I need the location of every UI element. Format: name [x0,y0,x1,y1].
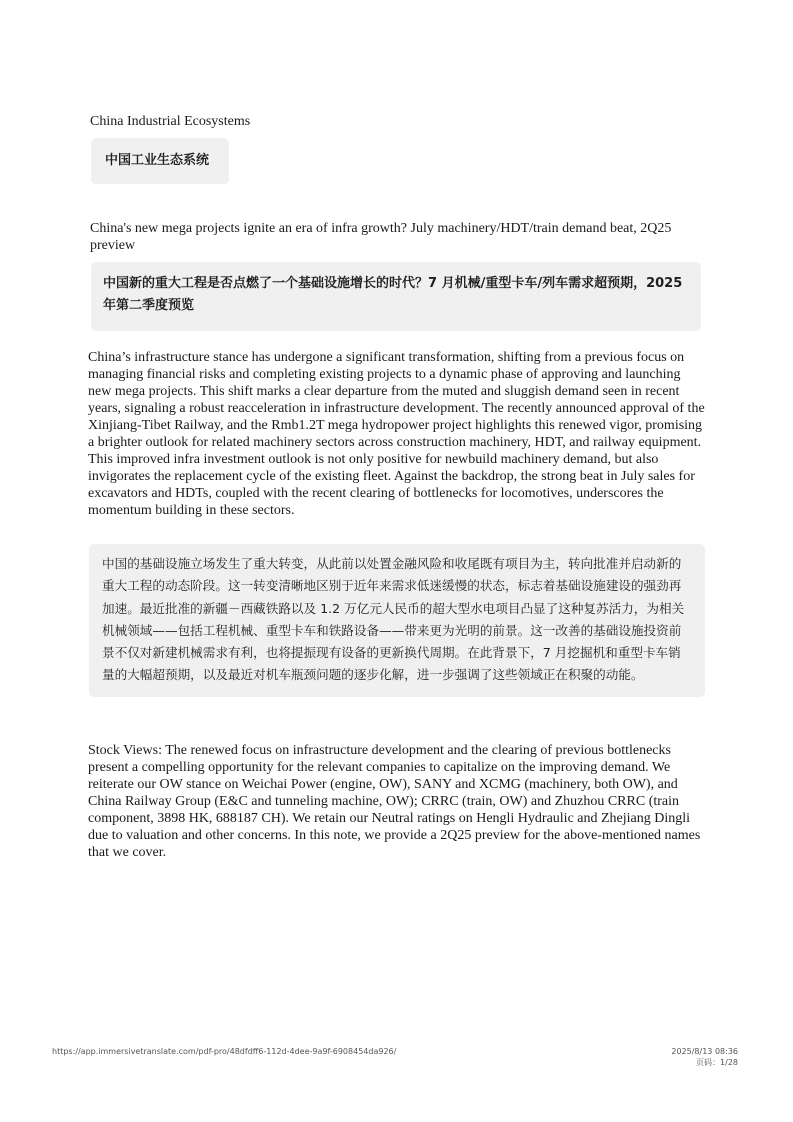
footer-meta [671,1046,738,1068]
paragraph-overview-zh [89,544,705,697]
footer-page-number: 页码：1/28 [696,1058,738,1067]
report-title-zh [91,262,701,331]
paragraph-overview-zh-text: 中国的基础设施立场发生了重大转变，从此前以处置金融风险和收尾既有项目为主，转向批准并启动新的重大工程的动态阶段。这一转变清晰地区别于近年来需求低迷缓慢的状态，标志着基础设施建设的强劲再加速。最近批准的新疆－西藏铁路以及 1.2 万亿元人民币的超大型水电项目凸显了这种复苏活力，为相关机械领域——包括工程机械、重型卡车和铁路设备——带来更为光明的前景。这一改善的基础设施投资前景不仅对新建机械需求有利，也将提振现有设备的更新换代周期。在此背景下，7 月挖掘机和重型卡车销量的大幅超预期，以及最近对机车瓶颈问题的逐步化解，进一步强调了这些领域正在积聚的动能。 [102,556,685,683]
section-heading-zh-text: 中国工业生态系统 [105,153,210,168]
report-title-zh-text: 中国新的重大工程是否点燃了一个基础设施增长的时代？7 月机械/重型卡车/列车需求超预期，2025 年第二季度预览 [103,276,683,313]
footer-datetime: 2025/8/13 08:36 [671,1047,738,1056]
paragraph-overview-en: China’s infrastructure stance has undergone a significant transformation, shifting from a previous focus on managing financial risks and completing existing projects to a dynamic phase of approving and launching new mega projects. This shift marks a clear departure from the muted and sluggish demand seen in recent years, signaling a robust reacceleration in infrastructure development. The recently announced approval of the Xinjiang-Tibet Railway, and the Rmb1.2T mega hydropower project highlights this renewed vigor, promising a brighter outlook for related machinery sectors across construction machinery, HDT, and railway equipment. This improved infra investment outlook is not only positive for newbuild machinery demand, but also invigorates the replacement cycle of the existing fleet. Against the backdrop, the strong beat in July sales for excavators and HDTs, coupled with the recent clearing of bottlenecks for locomotives, underscores the momentum building in these sectors. [88,350,705,518]
section-heading-zh [91,138,229,184]
footer-url[interactable]: https://app.immersivetranslate.com/pdf-pro/48dfdff6-112d-4dee-9a9f-6908454da926/ [52,1047,397,1056]
section-heading-en: China Industrial Ecosystems [90,114,251,129]
paragraph-stock-views-en: Stock Views: The renewed focus on infrastructure development and the clearing of previous bottlenecks present a compelling opportunity for the relevant companies to capitalize on the improving demand. We reiterate our OW stance on Weichai Power (engine, OW), SANY and XCMG (machinery, both OW), and China Railway Group (E&C and tunneling machine, OW); CRRC (train, OW) and Zhuzhou CRRC (train component, 3898 HK, 688187 CH). We retain our Neutral ratings on Hengli Hydraulic and Zhejiang Dingli due to valuation and other concerns. In this note, we provide a 2Q25 preview for the above-mentioned names that we cover. [88,743,701,860]
report-title-en: China's new mega projects ignite an era of infra growth? July machinery/HDT/train demand beat, 2Q25 preview [90,221,672,253]
